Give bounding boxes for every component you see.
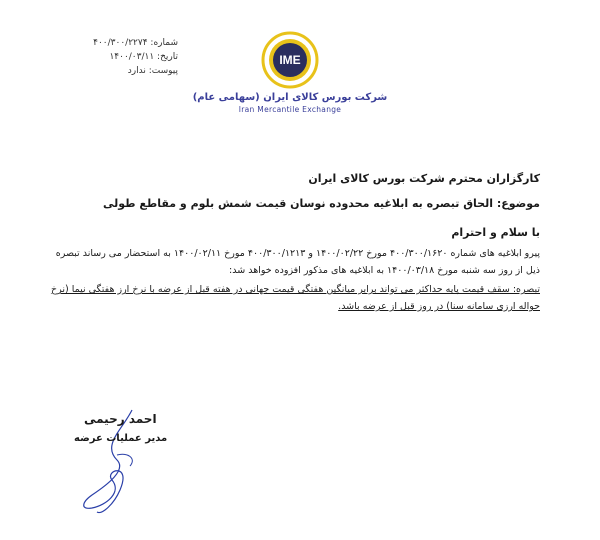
letter-date: تاریخ: ۱۴۰۰/۰۳/۱۱ bbox=[109, 52, 178, 62]
company-name-en: Iran Mercantile Exchange bbox=[238, 105, 342, 114]
greeting: با سلام و احترام bbox=[451, 226, 540, 239]
addressee: کارگزاران محترم شرکت بورس کالای ایران bbox=[308, 172, 540, 185]
signer-title: مدیر عملیات عرضه bbox=[74, 433, 168, 444]
body-paragraph: پیرو ابلاغیه های شماره ۴۰۰/۳۰۰/۱۶۲۰ مورخ ۱۴۰۰/۰۲/۲۲ و ۴۰۰/۳۰۰/۱۲۱۳ مورخ ۱۴۰۰/۰۲/۱۱ به استحضار می رساند تبصره ذیل از روز سه شنبه مورخ ۱۴۰۰/۰۳/۱۸ به ابلاغیه های مذکور افزوده خواهد شد: bbox=[55, 248, 540, 276]
company-name-fa: شرکت بورس کالای ایران (سهامی عام) bbox=[192, 92, 388, 103]
note-paragraph: تبصره: سقف قیمت پایه حداکثر می تواند برابر میانگین هفتگی قیمت جهانی در هفته قبل از عرضه با نرخ ارز هفتگی نیما (نرخ حواله ارزی سامانه سنا) در روز قبل از عرضه باشد. bbox=[50, 284, 540, 312]
letter-body bbox=[50, 172, 540, 315]
subject-line: موضوع: الحاق تبصره به ابلاغیه محدوده نوسان قیمت شمش بلوم و مقاطع طولی bbox=[103, 197, 540, 210]
company-brand bbox=[190, 92, 390, 114]
letter-number: شماره: ۴۰۰/۳۰۰/۲۲۷۴ bbox=[93, 38, 178, 48]
logo-text: IME bbox=[279, 53, 301, 67]
signer-name: احمد رحیمی bbox=[84, 412, 157, 426]
reference-block bbox=[58, 36, 178, 78]
letter-attachment: پیوست: ندارد bbox=[127, 66, 178, 76]
company-logo bbox=[260, 30, 320, 90]
